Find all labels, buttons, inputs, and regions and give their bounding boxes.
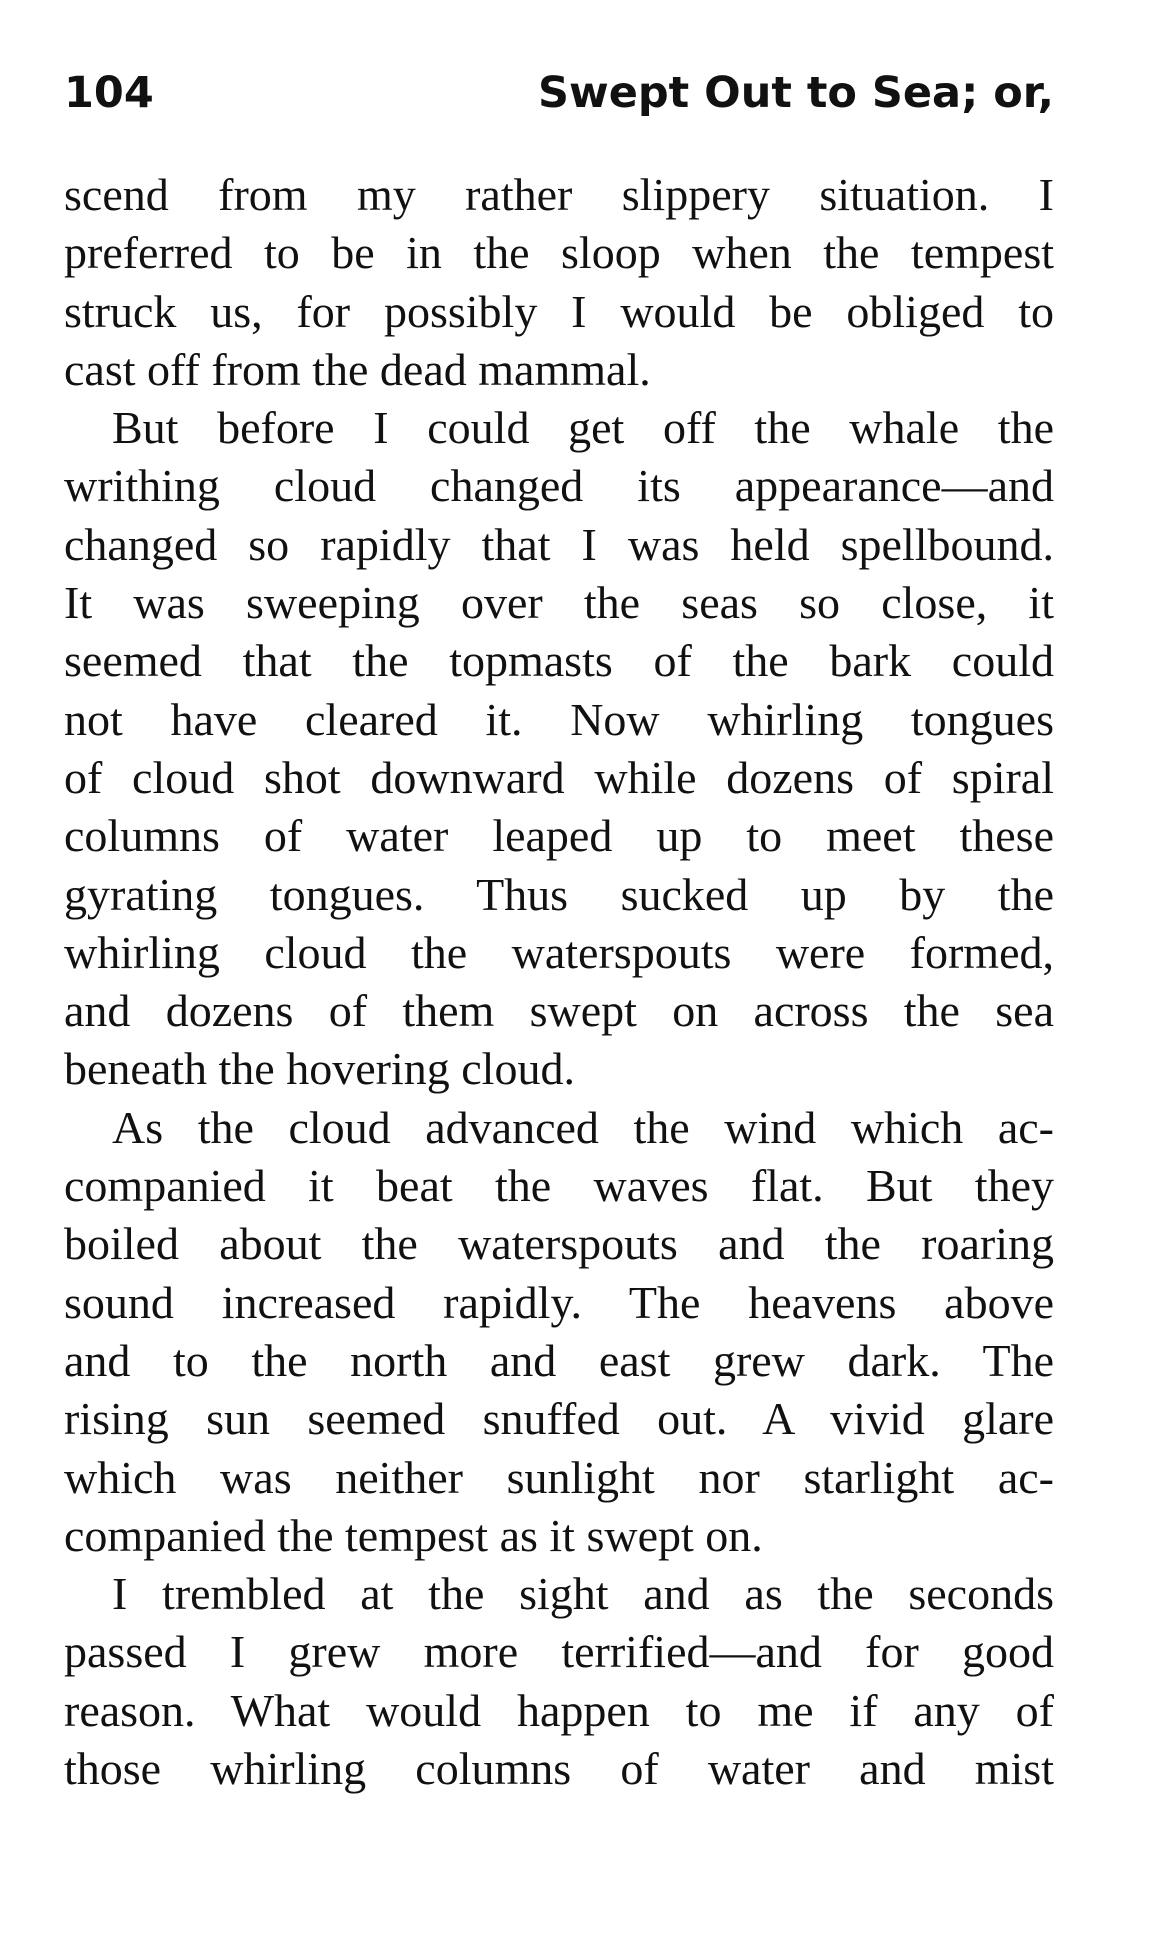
text-line: which was neither sunlight nor starlight ac- xyxy=(64,1451,1054,1503)
text-line: It was sweeping over the seas so close, it xyxy=(64,577,1054,629)
text-line: gyrating tongues. Thus sucked up by the xyxy=(64,868,1054,920)
text-line: companied the tempest as it swept on. xyxy=(64,1509,763,1561)
text-line: reason. What would happen to me if any of xyxy=(64,1684,1054,1736)
text-line: not have cleared it. Now whirling tongues xyxy=(64,693,1054,745)
text-line: cast off from the dead mammal. xyxy=(64,343,651,395)
text-line: of cloud shot downward while dozens of spiral xyxy=(64,751,1054,803)
text-line: boiled about the waterspouts and the roaring xyxy=(64,1218,1054,1270)
text-line: seemed that the topmasts of the bark could xyxy=(64,635,1054,687)
text-line: those whirling columns of water and mist xyxy=(64,1743,1054,1795)
text-line: rising sun seemed snuffed out. A vivid glare xyxy=(64,1393,1054,1445)
paragraph xyxy=(64,1099,1054,1565)
text-line: I trembled at the sight and as the seconds xyxy=(112,1568,1054,1620)
page-header xyxy=(64,58,1054,128)
text-line: whirling cloud the waterspouts were formed, xyxy=(64,926,1054,978)
body-text xyxy=(64,166,1054,1798)
text-line: changed so rapidly that I was held spellbound. xyxy=(64,518,1054,570)
text-line: sound increased rapidly. The heavens above xyxy=(64,1276,1054,1328)
text-line: But before I could get off the whale the xyxy=(112,402,1054,454)
text-line: scend from my rather slippery situation. I xyxy=(64,169,1054,220)
paragraph xyxy=(64,399,1054,1099)
text-line: As the cloud advanced the wind which ac- xyxy=(112,1101,1054,1153)
text-line: struck us, for possibly I would be obliged to xyxy=(64,285,1054,337)
text-line: passed I grew more terrified—and for good xyxy=(64,1626,1054,1678)
text-line: preferred to be in the sloop when the tempest xyxy=(64,227,1054,279)
paragraph xyxy=(64,166,1054,399)
text-line: and to the north and east grew dark. The xyxy=(64,1334,1054,1386)
page-number: 104 xyxy=(64,68,154,118)
text-line: and dozens of them swept on across the sea xyxy=(64,985,1054,1037)
text-line: beneath the hovering cloud. xyxy=(64,1043,575,1095)
text-line: companied it beat the waves flat. But they xyxy=(64,1160,1054,1212)
running-title: Swept Out to Sea; or, xyxy=(538,68,1054,118)
text-line: columns of water leaped up to meet these xyxy=(64,810,1054,862)
text-line: writhing cloud changed its appearance—and xyxy=(64,460,1054,512)
paragraph xyxy=(64,1565,1054,1798)
